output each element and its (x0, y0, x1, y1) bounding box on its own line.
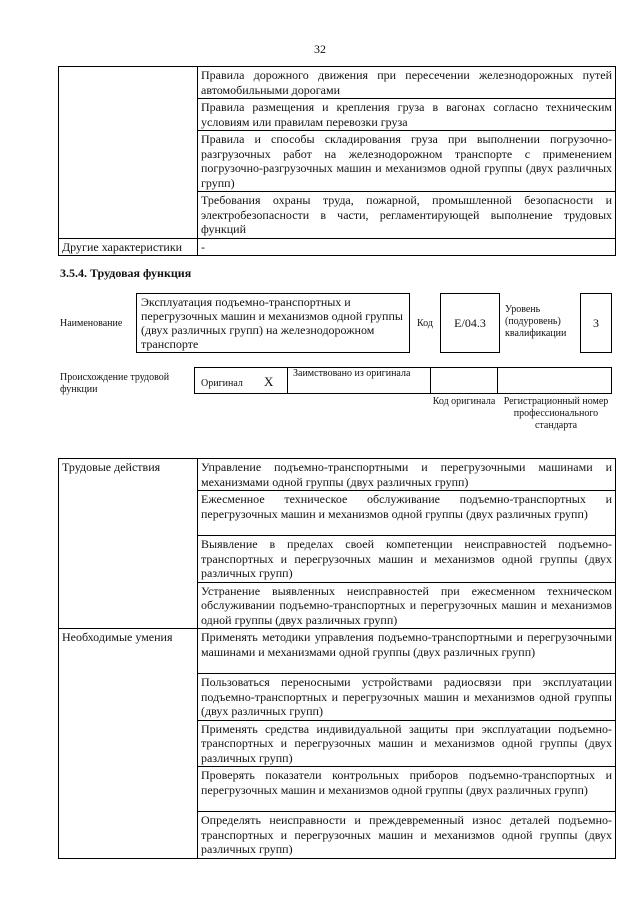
name-label: Наименование (60, 318, 123, 329)
origin-label: Происхождение трудовой функции (60, 372, 170, 395)
code-label: Код (417, 318, 433, 329)
skill-item: Определять неисправности и преждевременный износ деталей подъемно-транспортных и перегрузочных машин и механизмов одной группы (двух различных групп) (198, 812, 616, 859)
other-characteristics-value: - (198, 238, 616, 256)
knowledge-item: Правила и способы складирования груза при выполнении погрузочно-разгрузочных работ на железнодорожном транспорте с применением погрузочно-разгрузочных машин и механизмов одной группы (двух различных групп) (198, 131, 616, 192)
skill-item: Проверять показатели контрольных приборов подъемно-транспортных и перегрузочных машин и механизмов одной группы (двух различных групп) (198, 767, 616, 812)
code-value-box: E/04.3 (440, 293, 500, 353)
labor-actions-label: Трудовые действия (59, 459, 198, 629)
level-label: Уровень (подуровень) квалификации (505, 304, 567, 339)
labor-action-item: Выявление в пределах своей компетенции неисправностей подъемно-транспортных и перегрузочных машин и механизмов одной группы (двух различных групп) (198, 536, 616, 583)
borrowed-label: Заимствовано из оригинала (293, 368, 411, 379)
origin-reg-caption: Регистрационный номер профессионального стандарта (503, 396, 609, 431)
knowledge-table-continuation (58, 66, 616, 256)
level-value-box: 3 (580, 293, 612, 353)
knowledge-item: Требования охраны труда, пожарной, промышленной безопасности и электробезопасности в части, регламентирующей выполнение трудовых функций (198, 192, 616, 239)
labor-action-item: Управление подъемно-транспортными и перегрузочными машинами и механизмами одной группы (двух различных групп) (198, 459, 616, 491)
labor-action-item: Ежесменное техническое обслуживание подъемно-транспортных и перегрузочных машин и механизмов одной группы (двух различных групп) (198, 491, 616, 536)
original-label: Оригинал (201, 378, 243, 389)
skill-item: Применять методики управления подъемно-транспортными и перегрузочными машинами и механизмами одной группы (двух различных групп) (198, 629, 616, 674)
required-skills-label: Необходимые умения (59, 629, 198, 859)
labor-function-table (58, 458, 616, 859)
skill-item: Применять средства индивидуальной защиты при эксплуатации подъемно-транспортных и перегрузочных машин и механизмов одной группы (двух различных групп) (198, 720, 616, 767)
other-characteristics-label: Другие характеристики (59, 238, 198, 256)
original-mark: X (264, 374, 274, 389)
origin-code-caption: Код оригинала (432, 396, 496, 407)
empty-label-cell (59, 67, 198, 239)
origin-reg-box (497, 367, 612, 394)
page-number: 32 (314, 42, 326, 56)
knowledge-item: Правила размещения и крепления груза в вагонах согласно техническим условиям или правилам перевозки груза (198, 99, 616, 131)
knowledge-item: Правила дорожного движения при пересечении железнодорожных путей автомобильными дорогами (198, 67, 616, 99)
labor-action-item: Устранение выявленных неисправностей при ежесменном техническом обслуживании подъемно-транспортных и перегрузочных машин и механизмов одной группы (двух различных групп) (198, 582, 616, 629)
section-title: 3.5.4. Трудовая функция (60, 266, 192, 280)
function-name-box: Эксплуатация подъемно-транспортных и перегрузочных машин и механизмов одной группы (двух различных групп) на железнодорожном транспорте (136, 293, 410, 353)
skill-item: Пользоваться переносными устройствами радиосвязи при эксплуатации подъемно-транспортных и перегрузочных машин и механизмов одной группы (двух различных групп) (198, 674, 616, 721)
origin-code-box (430, 367, 498, 394)
origin-divider (287, 367, 288, 394)
